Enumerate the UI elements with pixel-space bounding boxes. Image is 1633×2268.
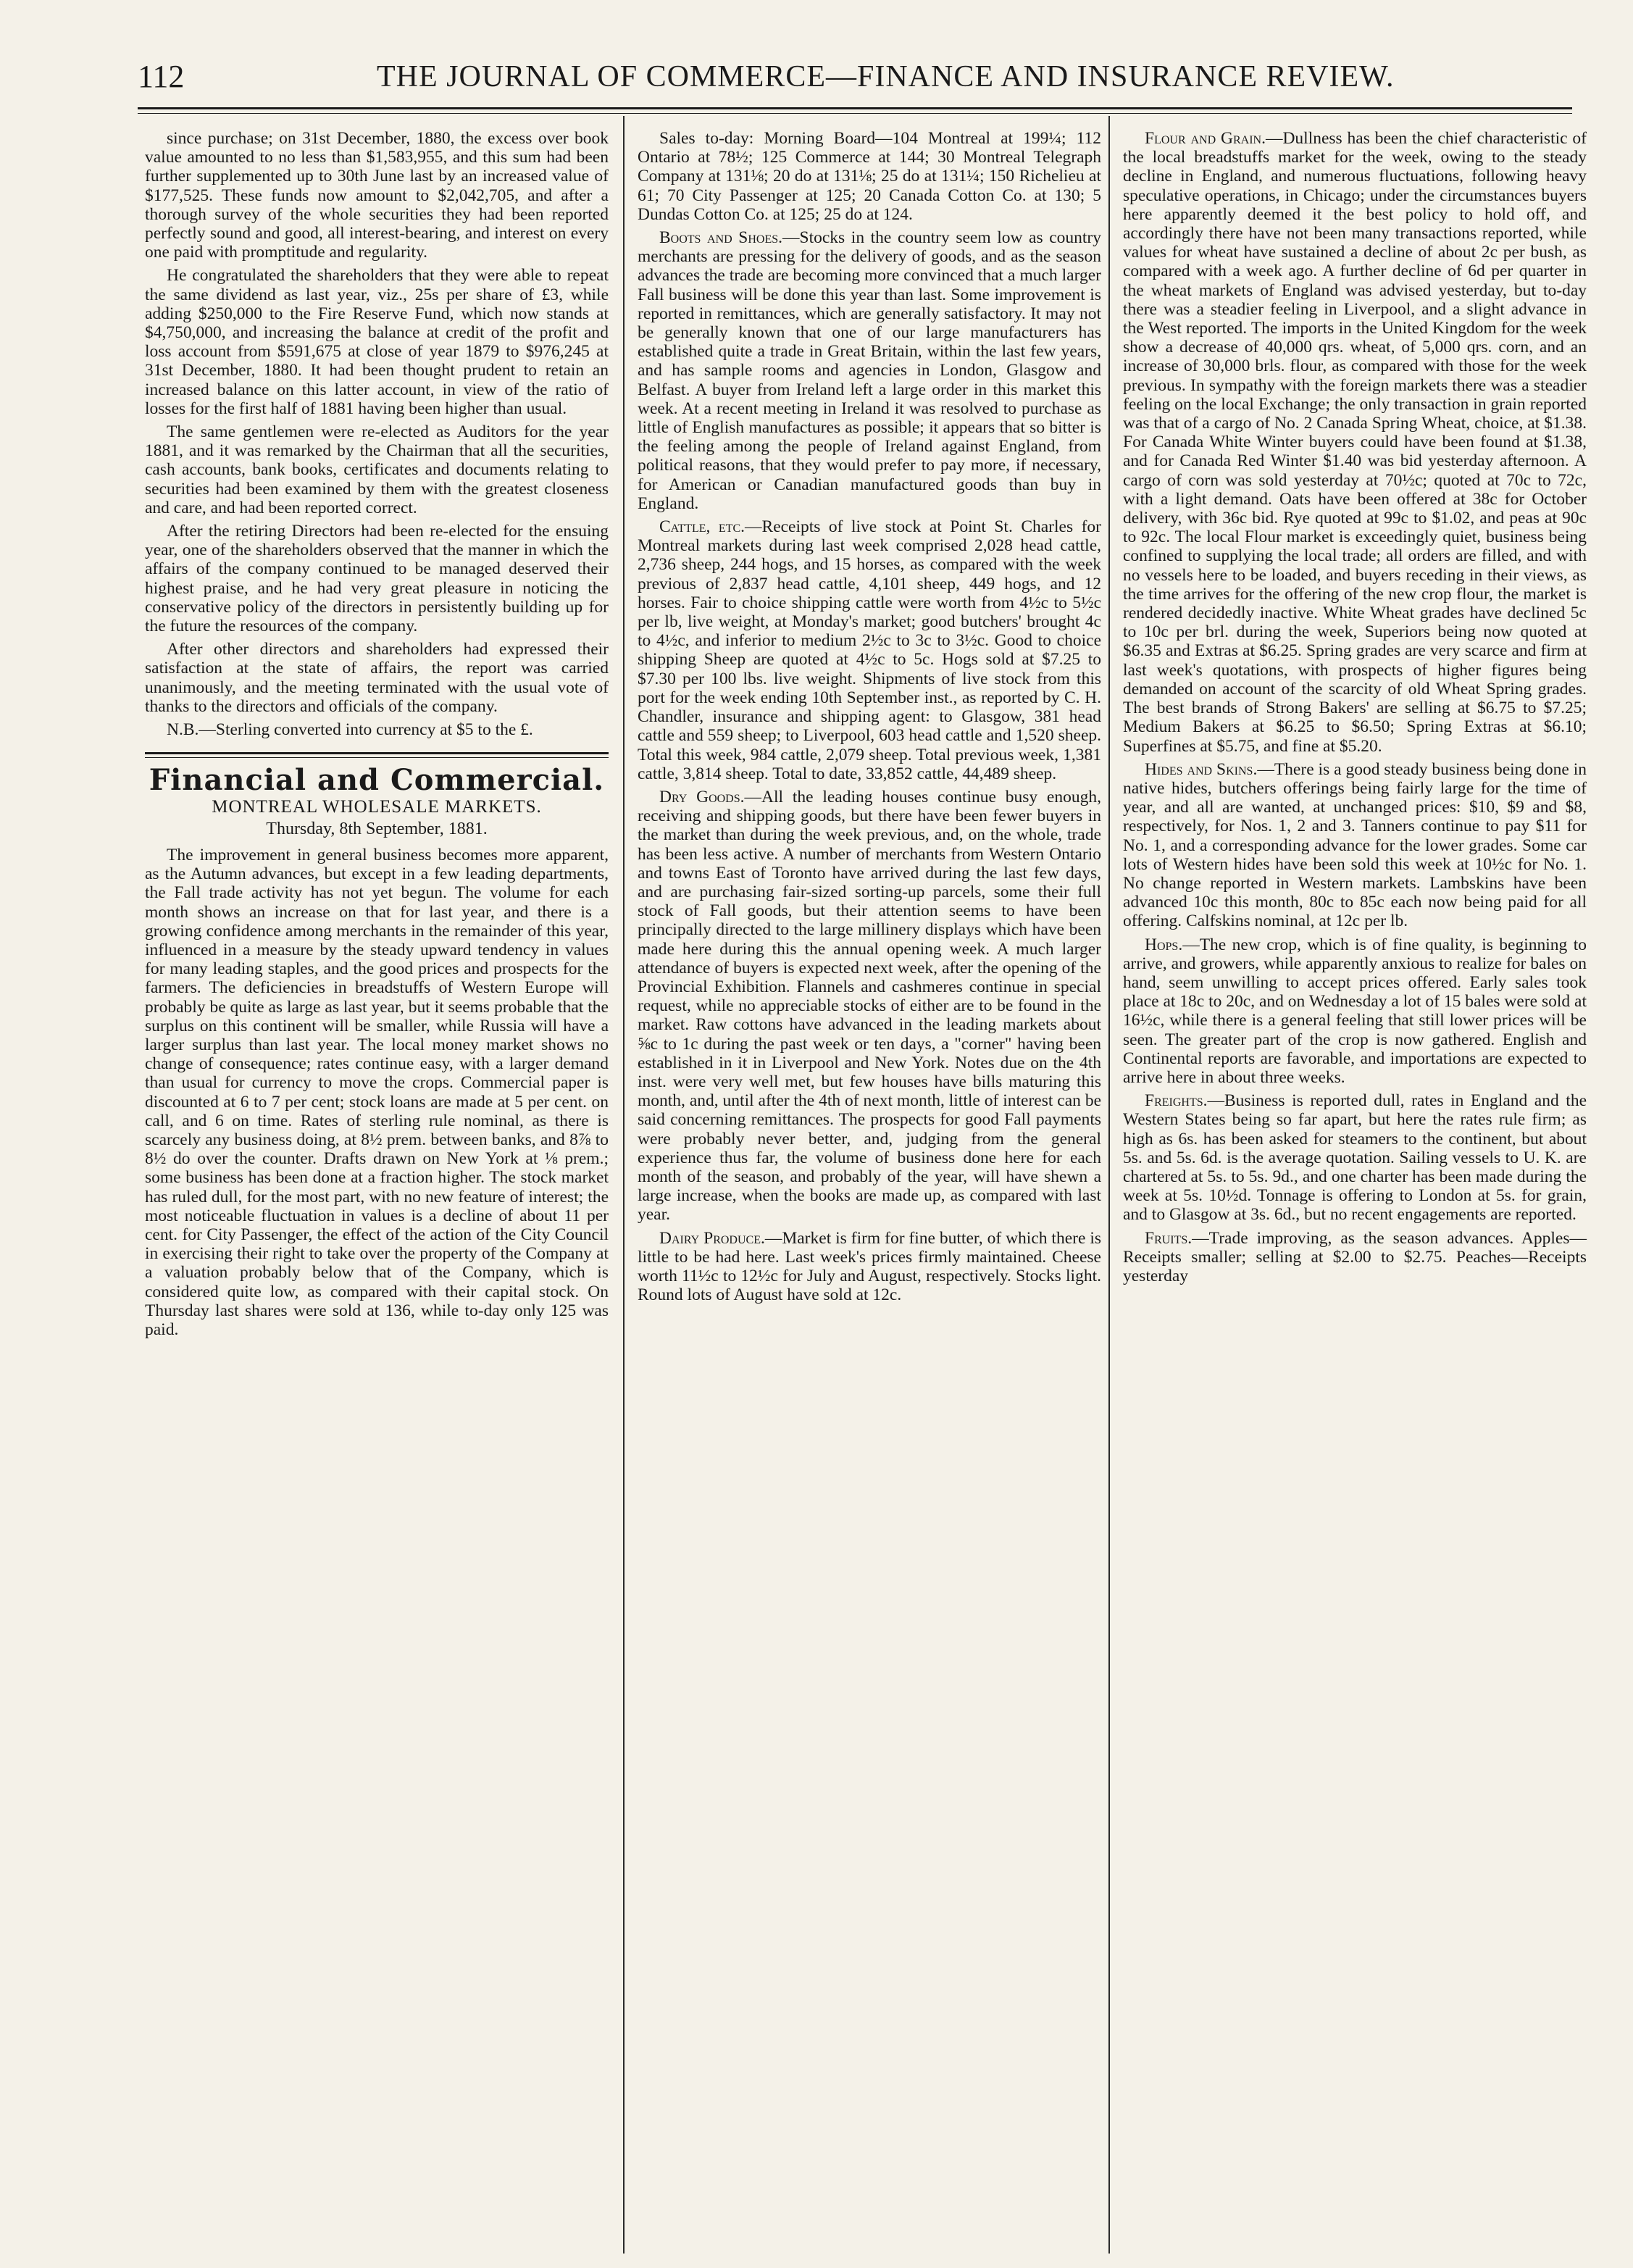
paragraph: The improvement in general business becomes more apparent, as the Autumn advances, but except in a few leading departments, the Fall trade activity has not yet begun. The volume for each month shows an increase on that for last year, and there is a growing confidence among merchants in the remainder of this year, influenced in a measure by the steady upward tendency in values for many leading staples, and the good prices and prospects for the farmers. The deficiencies in breadstuffs of Western Europe will probably be quite as large as last year, but it seems probable that the surplus on this continent will be smaller, while Russia will have a larger surplus than last year. The local money market shows no change of consequence; rates continue easy, with a larger demand than usual for currency to move the crops. Commercial paper is discounted at 6 to 7 per cent; stock loans are made at 5 per cent. on call, and 6 on time. Rates of sterling rule nominal, as there is scarcely any business doing, at 8½ prem. between banks, and 8⅞ to 8½ do over the counter. Drafts drawn on New York at ⅛ prem.; some business has been done at a fraction higher. The stock market has ruled dull, for the most part, with no new feature of interest; the most noticeable fluctuation in values is a decline of about 11 per cent. for City Passenger, the effect of the action of the City Council in exercising their right to take over the property of the Company at a valuation probably below that of the Company, which is considered quite low, as compared with their capital stock. On Thursday last shares were sold at 136, while to-day only 125 was paid. — [145, 845, 609, 1339]
column-1 — [145, 129, 609, 1343]
item-heading: Cattle, etc. — [659, 517, 746, 537]
section-subtitle: MONTREAL WHOLESALE MARKETS. — [212, 796, 542, 817]
market-item — [638, 228, 1101, 513]
item-text: —Receipts of live stock at Point St. Charles for Montreal markets during last week comprised 2,028 head cattle, 2,736 sheep, 244 hogs, and 15 horses, as compared with the week previous of 2,837 head cattle, 4,101 sheep, 449 hogs, and 12 horses. Fair to choice shipping cattle were worth from 4½c to 5½c per lb, live weight, at Monday's market; good butchers' brought 4c to 4½c, and inferior to medium 2½c to 3c to 3½c. Good to choice shipping Sheep are quoted at 4½c to 5c. Hogs sold at $7.25 to $7.30 per 100 lbs. live weight. Shipments of live stock from this port for the week ending 10th September inst., as reported by C. H. Chandler, insurance and shipping agent: to Glasgow, 381 head cattle and 559 sheep; to Liverpool, 603 head cattle and 1,520 sheep. Total this week, 984 cattle, 2,079 sheep. Total previous week, 1,381 cattle, 3,814 sheep. Total to date, 33,852 cattle, 44,489 sheep. — [638, 517, 1101, 783]
item-heading: Flour and Grain. — [1145, 129, 1266, 148]
column-divider — [623, 116, 625, 2254]
paragraph: After other directors and shareholders had expressed their satisfaction at the state of affairs, the report was carried unanimously, and the meeting terminated with the usual vote of thanks to the directors and officials of the company. — [145, 640, 609, 716]
item-heading: Hides and Skins. — [1145, 759, 1258, 779]
item-text: —There is a good steady business being done in native hides, butchers offerings being fairly large for the time of year, and all are wanted, at unchanged prices: $10, $9 and $8, respectively, for Nos. 1, 2 and 3. Tanners continue to pay $11 for No. 1, and a corresponding advance for the lower grades. Some car lots of Western hides have been sold this week at 10½c for No. 1. No change reported in Western markets. Lambskins have been advanced 10c this month, 80c to 85c each now being paid for all offering. Calfskins nominal, at 12c per lb. — [1123, 759, 1587, 931]
paragraph: since purchase; on 31st December, 1880, the excess over book value amounted to no less than $1,583,955, and this sum had been further supplemented up to 30th June last by an increased value of $177,525. These funds now amount to $2,042,705, and after a thorough survey of the whole securities they had been reported perfectly sound and good, all interest-bearing, and interest on every one paid with promptitude and regularity. — [145, 129, 609, 262]
paragraph: The same gentlemen were re-elected as Auditors for the year 1881, and it was remarked by the Chairman that all the securities, cash accounts, bank books, certificates and documents relating to securities had been examined by them with the greatest closeness and care, and had been reported correct. — [145, 422, 609, 517]
item-heading: Boots and Shoes. — [659, 228, 783, 248]
column-3 — [1123, 129, 1587, 1290]
item-text: —Business is reported dull, rates in England and the Western States being so far apart, but here the rates rule firm; as high as 6s. has been asked for steamers to the continent, but about 5s. and 5s. 6d. is the average quotation. Sailing vessels to U. K. are chartered at 5s. to 5s. 9d., and one charter has been made during the week at 5s. 10½d. Tonnage is offering to London at 5s. for grain, and to Glasgow at 3s. 6d., but no recent engagements are reported. — [1123, 1091, 1587, 1225]
market-item — [1123, 1229, 1587, 1286]
item-heading: Dairy Produce. — [659, 1228, 765, 1248]
paragraph: After the retiring Directors had been re-elected for the ensuing year, one of the shareholders observed that the manner in which the affairs of the company continued to be managed deserved their highest praise, and he had very great pleasure in noticing the conservative policy of the directors in persistently building up for the future the resources of the company. — [145, 522, 609, 636]
market-item — [638, 517, 1101, 783]
paragraph: N.B.—Sterling converted into currency at $5 to the £. — [167, 720, 533, 740]
item-text: —Trade improving, as the season advances. Apples—Receipts smaller; selling at $2.00 to $2.75. Peaches—Receipts yesterday — [1123, 1228, 1587, 1285]
item-text: —The new crop, which is of fine quality, is beginning to arrive, and growers, while apparently anxious to realize for bales on hand, seem unwilling to accept prices offered. Early sales took place at 18c to 20c, and on Wednesday a lot of 15 bales were sold at 16½c, while there is a general feeling that still lower prices will be seen. The greater part of the crop is now gathered. English and Continental reports are favorable, and importations are expected to arrive here in about three weeks. — [1123, 935, 1587, 1087]
item-heading: Hops. — [1145, 935, 1183, 954]
market-item — [638, 1229, 1101, 1305]
page-header — [138, 51, 1572, 109]
item-text: —Market is firm for fine butter, of which there is little to be had here. Last week's prices firmly maintained. Cheese worth 11½c to 12½c for July and August, respectively. Stocks light. Round lots of August have sold at 12c. — [638, 1228, 1101, 1305]
item-text: —Stocks in the country seem low as country merchants are pressing for the delivery of goods, and as the season advances the trade are becoming more convinced that a much larger Fall business will be done this year than last. Some improvement is reported in remittances, which are generally satisfactory. It may not be generally known that one of our large manufacturers has established quite a trade in Great Britain, within the last few years, and has sample rooms and agencies in London, Glasgow and Belfast. A buyer from Ireland left a large order in this market this week. At a recent meeting in Ireland it was resolved to purchase as little of English manufactures as possible; it appears that so bitter is the feeling among the people of Ireland against England, from political reasons, that they would prefer to pay more, if necessary, for American or Canadian manufactured goods than buy in England. — [638, 228, 1101, 513]
journal-title: THE JOURNAL OF COMMERCE—FINANCE AND INSURANCE REVIEW. — [377, 60, 1395, 93]
dateline: Thursday, 8th September, 1881. — [266, 819, 488, 838]
market-item — [1123, 935, 1587, 1088]
column-2 — [638, 129, 1101, 1309]
item-heading: Freights. — [1145, 1091, 1208, 1111]
header-rule — [138, 107, 1572, 109]
item-text: —All the leading houses continue busy enough, receiving and shipping goods, but there have been fewer buyers in the market than during the week previous, and, on the whole, trade has been less active. A number of merchants from Western Ontario and towns East of Toronto have arrived during the last few days, and are purchasing fair-sized sorting-up parcels, some their full stock of Fall goods, but their attention seems to have been principally directed to the large millinery displays which have been made here during this the annual opening week. A much larger attendance of buyers is expected next week, after the opening of the Provincial Exhibition. Flannels and cashmeres continue in special request, while no appreciable stocks of either are to be found in the market. Raw cottons have advanced in the leading markets about ⅝c to 1c during the past week or ten days, a "corner" having been established in it in Liverpool and New York. Notes due on the 4th inst. were very well met, but few houses have bills maturing this month, and, until after the 4th of next month, little of interest can be said concerning remittances. The prospects for good Fall payments were probably never better, and, judging from the general experience thus far, the volume of business done here for each month of the season, and probably of the year, will have shewn a large increase, when the books are made up, as compared with last year. — [638, 787, 1101, 1225]
section-rule — [145, 752, 609, 754]
page-number: 112 — [138, 59, 185, 94]
column-divider — [1108, 116, 1110, 2254]
item-heading: Fruits. — [1145, 1228, 1193, 1248]
paragraph: Sales to-day: Morning Board—104 Montreal at 199¼; 112 Ontario at 78½; 125 Commerce at 144; 30 Montreal Telegraph Company at 131⅛; 20 do at 131⅛; 25 do at 131¼; 150 Richelieu at 61; 70 City Passenger at 125; 20 Canada Cotton Co. at 130; 5 Dundas Cotton Co. at 125; 25 do at 124. — [638, 129, 1101, 224]
section-title: Financial and Commercial. — [149, 763, 605, 798]
item-text: —Dullness has been the chief characteristic of the local breadstuffs market for the week, owing to the steady decline in England, and numerous fluctuations, following heavy speculative operations, in Chicago; under the circumstances buyers here apparently deemed it the best policy to hold off, and accordingly there have not been many transactions reported, while values for wheat have sustained a decline of about 2c per bush, as compared with a week ago. A further decline of 6d per quarter in the wheat markets of England was advised yesterday, but to-day there was a steadier feeling in Liverpool, and a slight advance in the West reported. The imports in the United Kingdom for the week show a decrease of 40,000 qrs. wheat, of 5,000 qrs. corn, and an increase of 30,000 brls. flour, as compared with those for the week previous. In sympathy with the foreign markets there was a steadier feeling on the local Exchange; the only transaction in grain reported was that of a cargo of No. 2 Canada Spring Wheat, choice, at $1.38. For Canada White Winter buyers could have been found at $1.38, and for Canada Red Winter $1.40 was bid yesterday afternoon. A cargo of corn was sold yesterday at 70½c; quoted at 70c to 72c, with a light demand. Oats have been offered at 38c for October delivery, with 36c bid. Rye quoted at 99c to $1.02, and peas at 90c to 92c. The local Flour market is exceedingly quiet, business being confined to supplying the local trade; all orders are filled, and with no vessels here to be loaded, and buyers receding in their views, as the time arrives for the offering of the new crop flour, the market is rendered decidedly inactive. White Wheat grades have declined 5c to 10c per brl. during the week, Superiors being now quoted at $6.35 and Extras at $6.25. Spring grades are very scarce and firm at last week's quotations, with prospects of higher figures being demanded on account of the scarcity of old Wheat Spring grades. The best brands of Strong Bakers' are selling at $6.75 to $7.25; Medium Bakers at $6.25 to $6.50; Spring Extras at $6.10; Superfines at $5.75, and fine at $5.20. — [1123, 129, 1587, 756]
section-rule-thin — [145, 757, 609, 758]
paragraph: He congratulated the shareholders that they were able to repeat the same dividend as last year, viz., 25s per share of £3, while adding $250,000 to the Fire Reserve Fund, which now stands at $4,750,000, and increasing the balance at credit of the profit and loss account from $591,675 at close of year 1879 to $976,245 at 31st December, 1880. It had been thought prudent to retain an increased balance on this latter account, in view of the ratio of losses for the first half of 1881 having been higher than usual. — [145, 266, 609, 418]
market-item — [1123, 1091, 1587, 1224]
market-item — [1123, 129, 1587, 756]
item-heading: Dry Goods. — [659, 787, 745, 806]
market-item — [1123, 760, 1587, 931]
header-rule-thin — [138, 113, 1572, 114]
market-item — [638, 788, 1101, 1225]
